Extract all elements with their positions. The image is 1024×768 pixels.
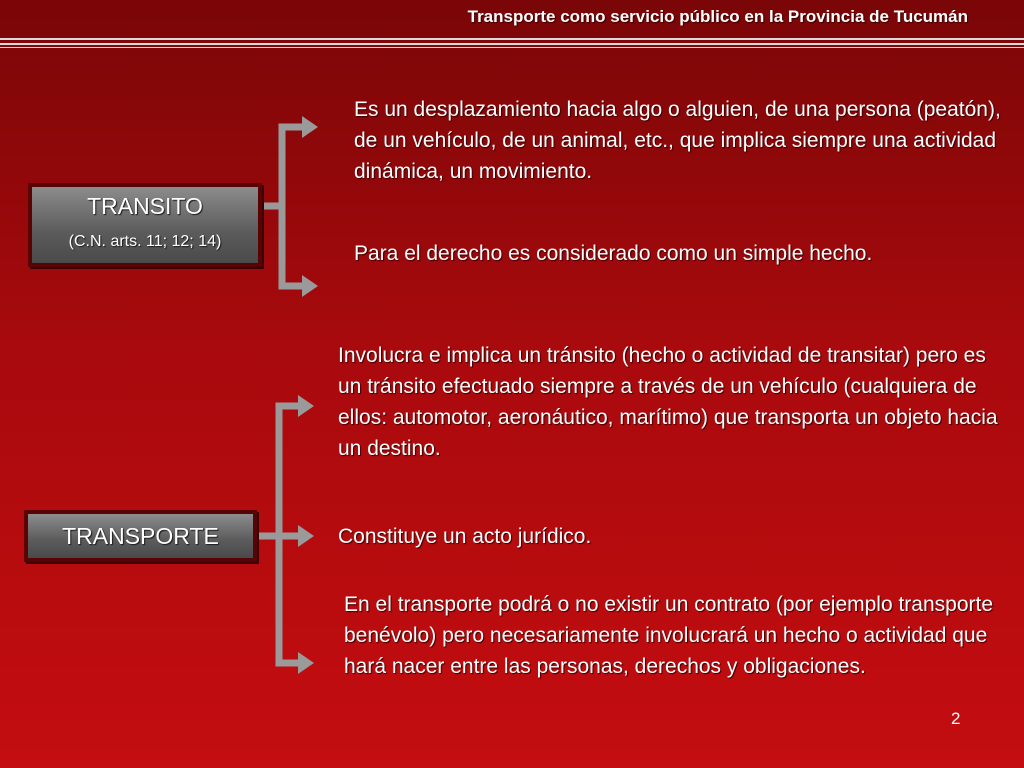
transito-label: TRANSITO <box>87 193 203 219</box>
arrow-right-icon <box>298 525 314 547</box>
arrow-right-icon <box>298 395 314 417</box>
transito-bracket <box>282 127 304 286</box>
transito-legal-nature: Para el derecho es considerado como un simple hecho. <box>354 242 873 265</box>
transporte-contract-note: En el transporte podrá o no existir un contrato (por ejemplo transporte benévolo) pero necesariamente involucrará un hecho o actividad que hará nacer entre las personas, derechos y obligaciones. <box>344 593 994 678</box>
header-title: Transporte como servicio público en la Provincia de Tucumán <box>467 7 968 26</box>
page-number: 2 <box>951 709 961 728</box>
arrow-right-icon <box>302 116 318 138</box>
transporte-box <box>24 510 257 562</box>
transito-reference: (C.N. arts. 11; 12; 14) <box>68 233 222 250</box>
arrow-right-icon <box>302 275 318 297</box>
transporte-definition: Involucra e implica un tránsito (hecho o actividad de transitar) pero es un tránsito efectuado siempre a través de un vehículo (cualquiera de ellos: automotor, aeronáutico, marítimo) que transporta un objeto hacia un destino. <box>338 344 998 460</box>
transito-definition: Es un desplazamiento hacia algo o alguien, de una persona (peatón), de un vehículo, de un animal, etc., que implica siempre una actividad dinámica, un movimiento. <box>354 98 1001 183</box>
transito-box <box>28 183 262 267</box>
transporte-label: TRANSPORTE <box>62 523 219 549</box>
arrow-right-icon <box>298 652 314 674</box>
transporte-legal-nature: Constituye un acto jurídico. <box>338 525 592 548</box>
